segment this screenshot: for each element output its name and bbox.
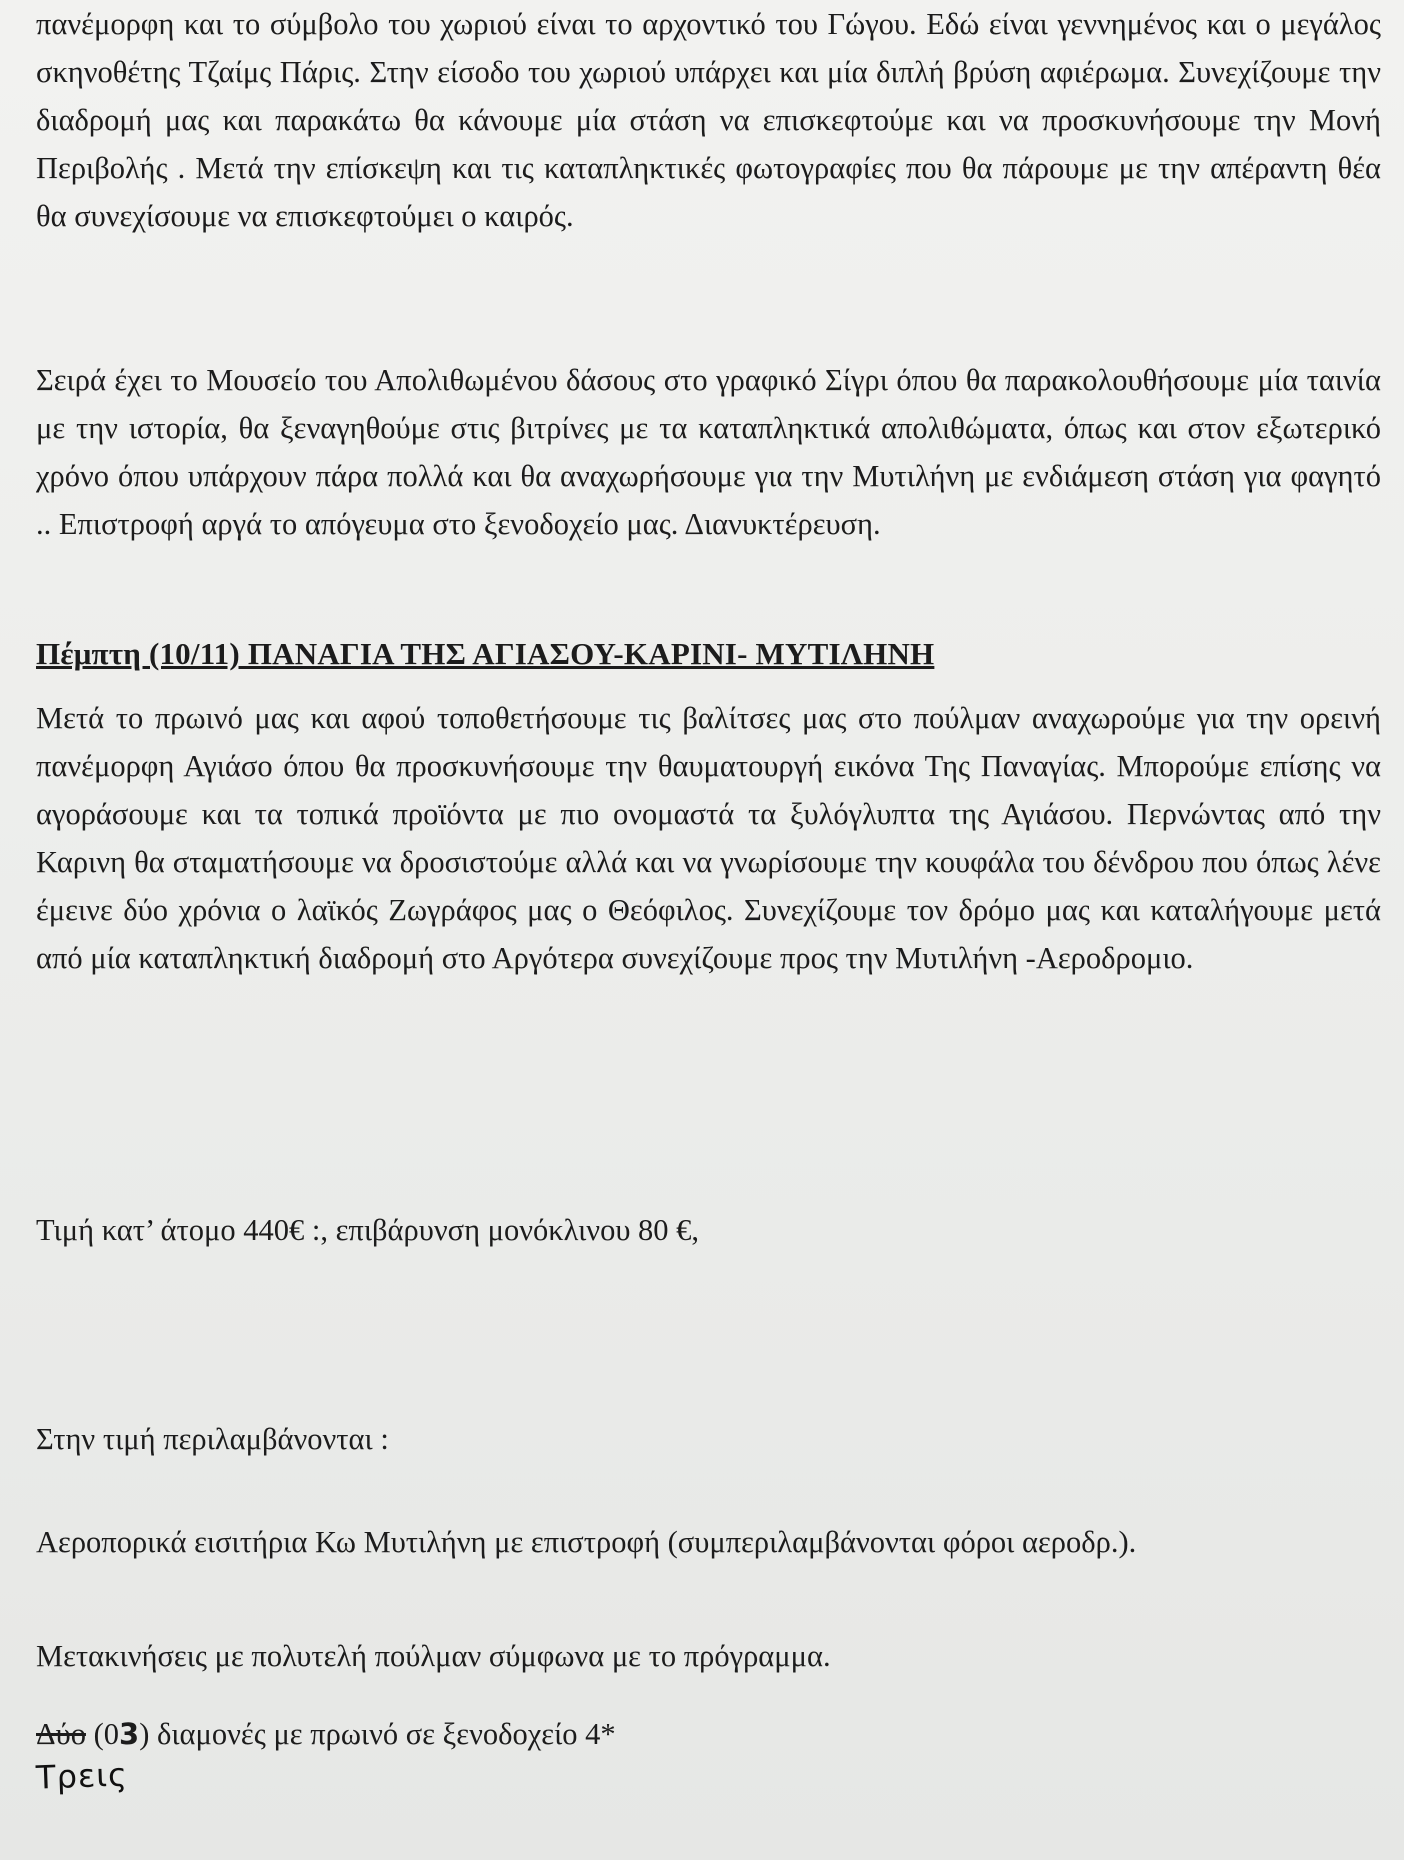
paragraph-agiasos: Μετά το πρωινό μας και αφού τοποθετήσουμε τις βαλίτσες μας στο πούλμαν αναχωρούμε για την ορεινή πανέμορφη Αγιάσο όπου θα προσκυνήσουμε την θαυματουργή εικόνα Της Παναγίας. Μπορούμε επίσης να αγοράσουμε και τα τοπικά προϊόντα με πιο ονομαστά τα ξυλόγλυπτα της Αγιάσου. Περνώντας από την Καρινη θα σταματήσουμε να δροσιστούμε αλλά και να γνωρίσουμε την κουφάλα του δένδρου που όπως λένε έμεινε δύο χρόνια ο λαϊκός Ζωγράφος μας ο Θεόφιλος. Συνεχίζουμε τον δρόμο μας και καταλήγουμε μετά από μία καταπληκτική διαδρομή στο Αργότερα συνεχίζουμε προς την Μυτιλήνη -Αεροδρομιο.	[36, 701, 1381, 975]
struck-word: Δύο	[36, 1717, 86, 1751]
paren-open: (0	[93, 1717, 120, 1751]
includes-item-flights: Αεροπορικά εισιτήρια Κω Μυτιλήνη με επιστροφή (συμπεριλαμβάνονται φόροι αεροδρ.).	[36, 1525, 1137, 1559]
day-heading-thursday: Πέμπτη (10/11) ΠΑΝΑΓΙΑ ΤΗΣ ΑΓΙΑΣΟΥ-ΚΑΡΙΝΙ- ΜΥΤΙΛΗΝΗ	[36, 636, 935, 671]
includes-item-transfers: Μετακινήσεις με πολυτελή πούλμαν σύμφωνα με το πρόγραμμα.	[36, 1639, 831, 1673]
paragraph-village-visit: πανέμορφη και το σύμβολο του χωριού είναι το αρχοντικό του Γώγου. Εδώ είναι γεννημένος και ο μεγάλος σκηνοθέτης Τζαίμς Πάρις. Στην είσοδο του χωριού υπάρχει και μία διπλή βρύση αφιέρωμα. Συνεχίζουμε την διαδρομή μας και παρακάτω θα κάνουμε μία στάση να επισκεφτούμε και να προσκυνήσουμε την Μονή Περιβολής . Μετά την επίσκεψη και τις καταπληκτικές φωτογραφίες που θα πάρουμε με την απέραντη θέα θα συνεχίσουμε να επισκεφτούμει ο καιρός.	[36, 7, 1381, 233]
handwritten-note: Τρεις	[35, 1755, 129, 1797]
includes-title: Στην τιμή περιλαμβάνονται :	[36, 1422, 389, 1456]
includes-item-stays	[36, 1710, 616, 1758]
price-line: Τιμή κατ’ άτομο 440€ :, επιβάρυνση μονόκλινου 80 €,	[36, 1213, 700, 1247]
handwritten-digit: 3	[119, 1717, 140, 1751]
paragraph-petrified-forest: Σειρά έχει το Μουσείο του Απολιθωμένου δάσους στο γραφικό Σίγρι όπου θα παρακολουθήσουμε μία ταινία με την ιστορία, θα ξεναγηθούμε στις βιτρίνες με τα καταπληκτικά απολιθώματα, όπως και στον εξωτερικό χρόνο όπου υπάρχουν πάρα πολλά και θα αναχωρήσουμε για την Μυτιλήνη με ενδιάμεση στάση για φαγητό .. Επιστροφή αργά το απόγευμα στο ξενοδοχείο μας. Διανυκτέρευση.	[36, 363, 1381, 541]
stays-rest: ) διαμονές με πρωινό σε ξενοδοχείο 4*	[139, 1717, 616, 1751]
